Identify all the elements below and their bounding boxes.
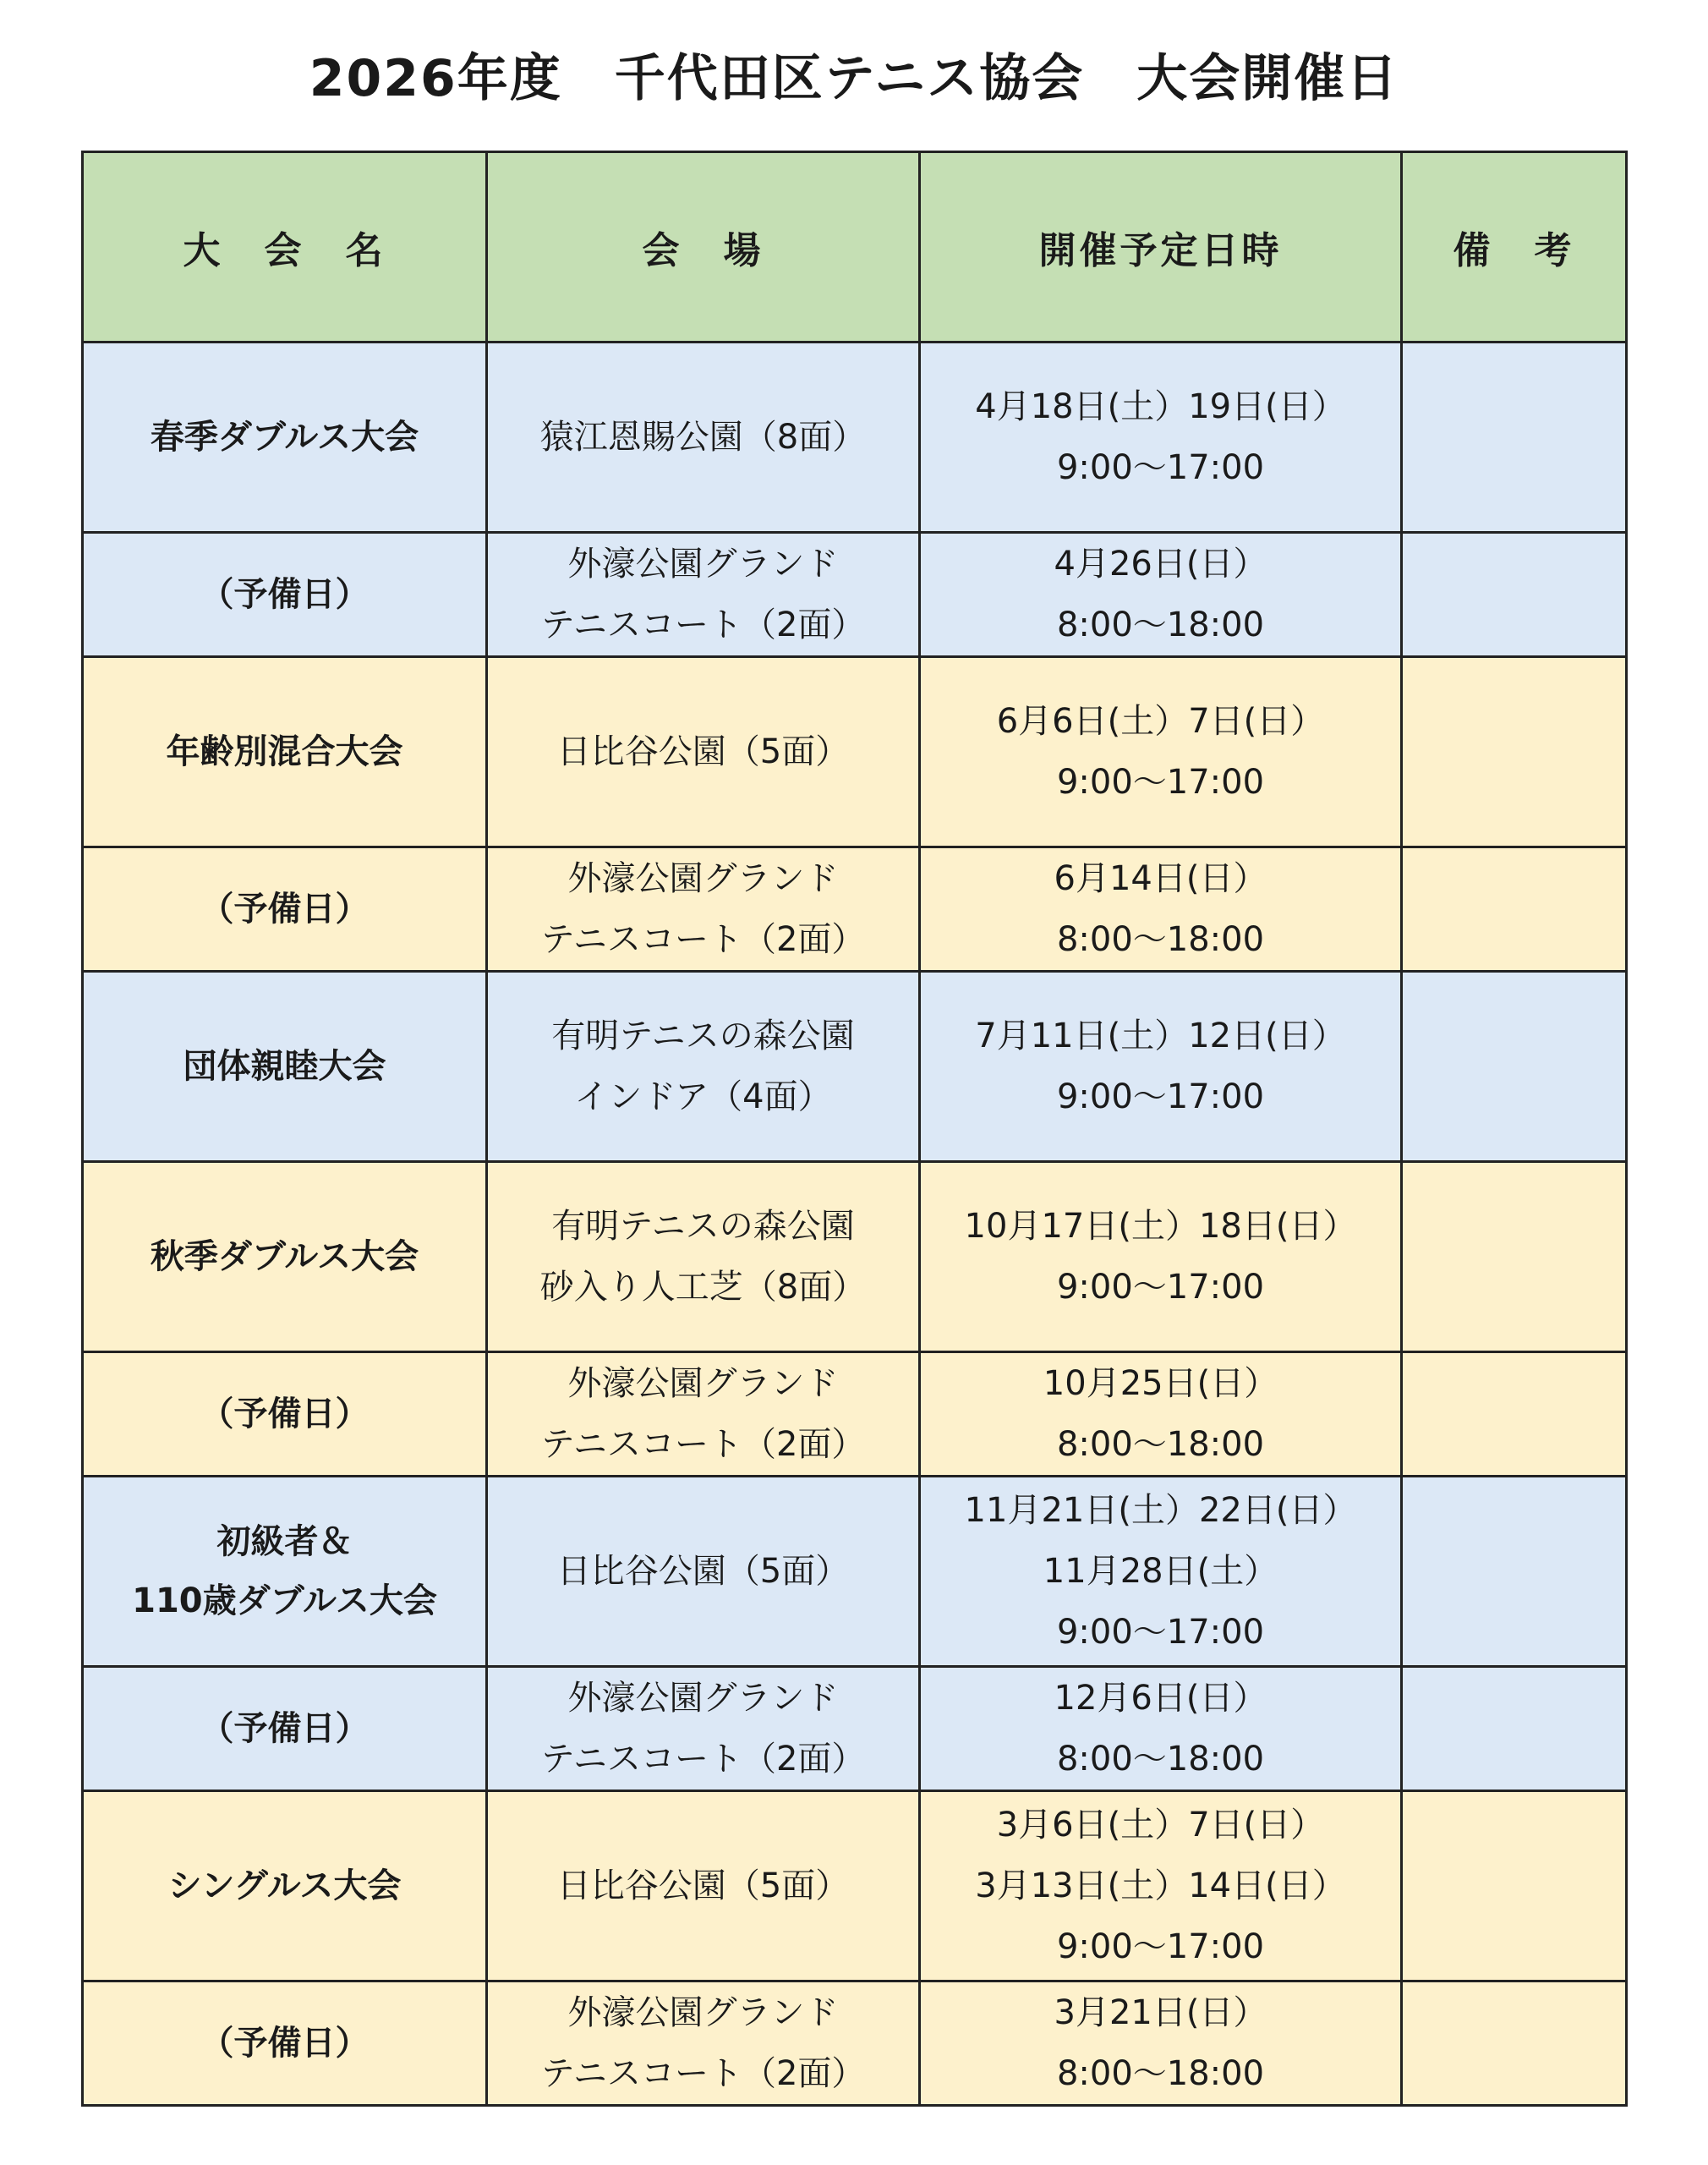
table-row xyxy=(83,972,1627,1162)
table-row xyxy=(83,657,1627,847)
time-line: 8:00〜18:00 xyxy=(1056,920,1265,959)
venue-cell xyxy=(487,1477,920,1667)
venue-line: テニスコート（2面） xyxy=(540,2054,866,2093)
venue-cell xyxy=(487,1791,920,1981)
tournament-name-cell xyxy=(83,533,487,657)
header-row xyxy=(83,152,1627,343)
schedule-cell xyxy=(920,847,1402,972)
notes-cell xyxy=(1402,1477,1627,1667)
table-row xyxy=(83,1352,1627,1477)
venue-cell xyxy=(487,1667,920,1791)
page-title: 2026年度 千代田区テニス協会 大会開催日 xyxy=(309,49,1399,108)
time-line: 8:00〜18:00 xyxy=(1056,1740,1265,1779)
time-line: 8:00〜18:00 xyxy=(1056,606,1265,644)
date-line: 11月21日(土）22日(日） xyxy=(964,1491,1357,1530)
schedule-cell xyxy=(920,1791,1402,1981)
date-line: 3月6日(土）7日(日） xyxy=(996,1806,1325,1844)
tournament-name-cell xyxy=(83,1352,487,1477)
table-row xyxy=(83,343,1627,533)
venue-cell xyxy=(487,1162,920,1352)
time-line: 9:00〜17:00 xyxy=(1056,448,1265,487)
venue-line: 外濠公園グランド xyxy=(567,859,839,898)
venue-cell xyxy=(487,657,920,847)
schedule-cell xyxy=(920,343,1402,533)
schedule-cell xyxy=(920,1477,1402,1667)
notes-cell xyxy=(1402,1352,1627,1477)
venue-line: 日比谷公園（5面） xyxy=(556,1866,850,1905)
venue-cell xyxy=(487,1981,920,2106)
table-row xyxy=(83,1162,1627,1352)
table-row xyxy=(83,847,1627,972)
date-line: 3月13日(土）14日(日） xyxy=(975,1866,1346,1905)
venue-line: 外濠公園グランド xyxy=(567,1364,839,1403)
time-line: 9:00〜17:00 xyxy=(1056,1268,1265,1307)
venue-line: インドア（4面） xyxy=(574,1077,832,1116)
header-schedule: 開催予定日時 xyxy=(920,152,1402,343)
notes-cell xyxy=(1402,972,1627,1162)
date-line: 6月14日(日） xyxy=(1054,859,1267,898)
date-line: 10月17日(土）18日(日） xyxy=(964,1207,1357,1246)
venue-cell xyxy=(487,847,920,972)
table-row xyxy=(83,1981,1627,2106)
tournament-name-cell xyxy=(83,972,487,1162)
venue-line: テニスコート（2面） xyxy=(540,606,866,644)
table-row xyxy=(83,1667,1627,1791)
tournament-name-cell xyxy=(83,1981,487,2106)
tournament-name: （予備日） xyxy=(200,1395,370,1433)
tournament-name: 初級者＆ xyxy=(216,1522,353,1561)
time-line: 9:00〜17:00 xyxy=(1056,1613,1265,1652)
date-line: 4月18日(土）19日(日） xyxy=(975,387,1346,426)
venue-line: 日比谷公園（5面） xyxy=(556,1552,850,1591)
venue-cell xyxy=(487,343,920,533)
tournament-name-cell xyxy=(83,1477,487,1667)
tournament-name: 団体親睦大会 xyxy=(183,1047,386,1086)
notes-cell xyxy=(1402,343,1627,533)
table-row xyxy=(83,1477,1627,1667)
date-line: 4月26日(日） xyxy=(1054,545,1267,584)
notes-cell xyxy=(1402,1791,1627,1981)
date-line: 7月11日(土）12日(日） xyxy=(975,1017,1346,1055)
header-venue: 会 場 xyxy=(487,152,920,343)
venue-cell xyxy=(487,972,920,1162)
tournament-name: 春季ダブルス大会 xyxy=(150,418,419,457)
time-line: 8:00〜18:00 xyxy=(1056,2054,1265,2093)
date-line: 11月28日(土） xyxy=(1043,1552,1278,1591)
date-line: 12月6日(日） xyxy=(1054,1679,1267,1718)
venue-line: テニスコート（2面） xyxy=(540,1425,866,1464)
schedule-table xyxy=(81,151,1628,2107)
tournament-name-cell xyxy=(83,1667,487,1791)
tournament-name-cell xyxy=(83,343,487,533)
schedule-cell xyxy=(920,1352,1402,1477)
date-line: 6月6日(土）7日(日） xyxy=(996,702,1325,741)
venue-line: 外濠公園グランド xyxy=(567,1993,839,2032)
notes-cell xyxy=(1402,1162,1627,1352)
venue-cell xyxy=(487,533,920,657)
tournament-name-cell xyxy=(83,1162,487,1352)
venue-line: 日比谷公園（5面） xyxy=(556,732,850,771)
time-line: 9:00〜17:00 xyxy=(1056,763,1265,802)
date-line: 10月25日(日） xyxy=(1043,1364,1278,1403)
venue-line: 有明テニスの森公園 xyxy=(551,1017,855,1055)
tournament-name: （予備日） xyxy=(200,890,370,929)
date-line: 3月21日(日） xyxy=(1054,1993,1267,2032)
schedule-cell xyxy=(920,657,1402,847)
tournament-name: （予備日） xyxy=(200,575,370,614)
venue-line: テニスコート（2面） xyxy=(540,920,866,959)
venue-line: 外濠公園グランド xyxy=(567,545,839,584)
notes-cell xyxy=(1402,1981,1627,2106)
tournament-name: シングルス大会 xyxy=(167,1866,402,1905)
venue-line: テニスコート（2面） xyxy=(540,1740,866,1779)
table-row xyxy=(83,533,1627,657)
tournament-name: （予備日） xyxy=(200,1709,370,1748)
schedule-cell xyxy=(920,972,1402,1162)
tournament-name: 年齢別混合大会 xyxy=(166,732,403,771)
schedule-cell xyxy=(920,1667,1402,1791)
time-line: 9:00〜17:00 xyxy=(1056,1927,1265,1966)
notes-cell xyxy=(1402,847,1627,972)
table-row xyxy=(83,1791,1627,1981)
tournament-name: 110歳ダブルス大会 xyxy=(132,1581,437,1620)
schedule-cell xyxy=(920,1162,1402,1352)
schedule-cell xyxy=(920,1981,1402,2106)
notes-cell xyxy=(1402,657,1627,847)
time-line: 9:00〜17:00 xyxy=(1056,1077,1265,1116)
notes-cell xyxy=(1402,533,1627,657)
tournament-name-cell xyxy=(83,1791,487,1981)
header-notes: 備 考 xyxy=(1402,152,1627,343)
venue-line: 砂入り人工芝（8面） xyxy=(539,1268,867,1307)
tournament-name: 秋季ダブルス大会 xyxy=(150,1237,419,1276)
time-line: 8:00〜18:00 xyxy=(1056,1425,1265,1464)
tournament-name: （予備日） xyxy=(200,2024,370,2063)
tournament-name-cell xyxy=(83,657,487,847)
notes-cell xyxy=(1402,1667,1627,1791)
header-tournament-name: 大 会 名 xyxy=(83,152,487,343)
venue-cell xyxy=(487,1352,920,1477)
venue-line: 猿江恩賜公園（8面） xyxy=(539,418,867,457)
venue-line: 外濠公園グランド xyxy=(567,1679,839,1718)
venue-line: 有明テニスの森公園 xyxy=(551,1207,855,1246)
schedule-cell xyxy=(920,533,1402,657)
tournament-name-cell xyxy=(83,847,487,972)
